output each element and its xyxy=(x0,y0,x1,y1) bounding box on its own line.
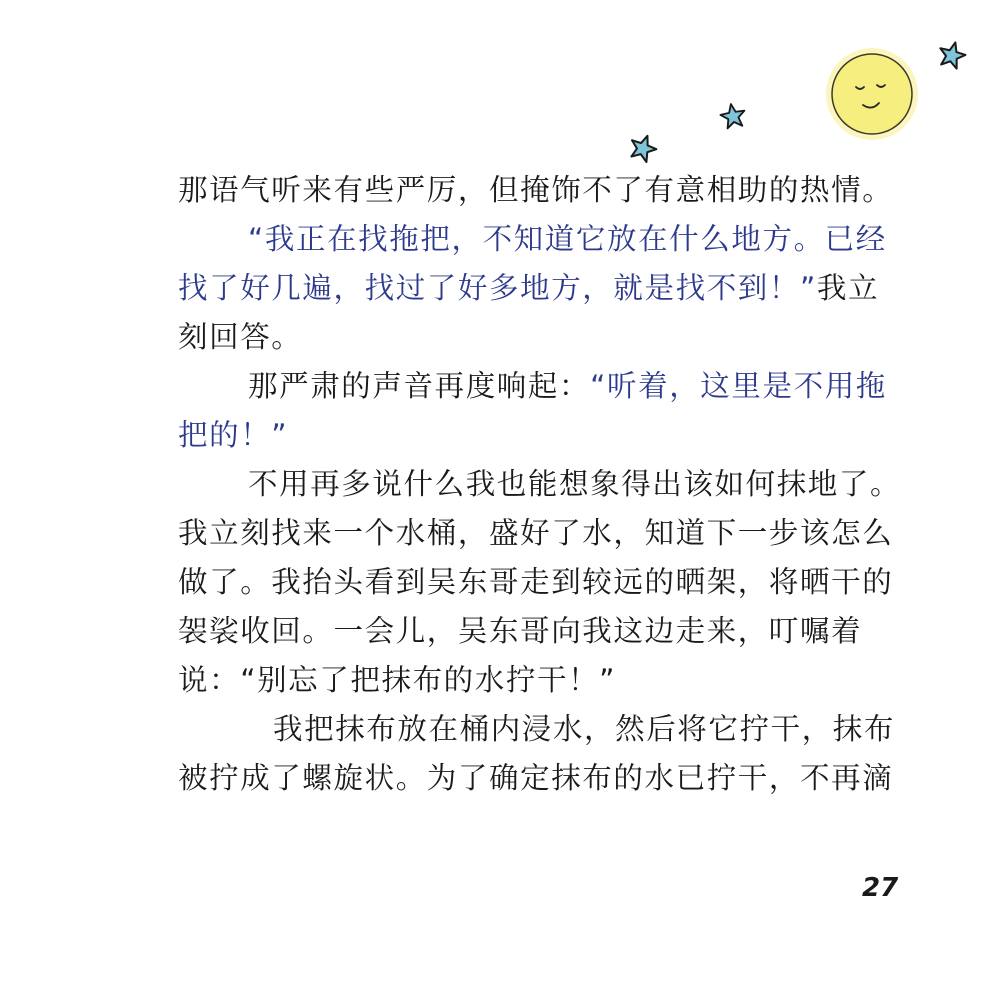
text-line: 刻回答。 xyxy=(178,320,303,354)
dialogue-text: “听着，这里是不用拖 xyxy=(590,369,887,403)
dialogue-text: 找了好几遍，找过了好多地方，就是找不到！” xyxy=(178,271,817,305)
text-line: 我把抹布放在桶内浸水，然后将它拧干，抹布 xyxy=(273,712,896,746)
text-line: 我立刻找来一个水桶，盛好了水，知道下一步该怎么 xyxy=(178,516,894,550)
smiling-moon-icon xyxy=(822,44,922,144)
body-text xyxy=(178,166,902,803)
text-line: 被拧成了螺旋状。为了确定抹布的水已拧干，不再滴 xyxy=(178,761,894,795)
text-line: 说：“别忘了把抹布的水拧干！” xyxy=(178,663,617,697)
dialogue-line: 把的！” xyxy=(178,418,289,452)
text-line: 做了。我抬头看到吴东哥走到较远的晒架，将晒干的 xyxy=(178,565,894,599)
text-line xyxy=(178,264,888,313)
text-line: 不用再多说什么我也能想象得出该如何抹地了。 xyxy=(248,467,902,501)
text-line xyxy=(178,362,888,411)
text-line: 袈裟收回。一会儿，吴东哥向我这边走来，叮嘱着 xyxy=(178,614,863,648)
narration-text: 我立 xyxy=(816,271,880,305)
star-icon xyxy=(628,133,658,163)
narration-text: 那严肃的声音再度响起： xyxy=(248,369,591,403)
dialogue-line: “我正在找拖把，不知道它放在什么地方。已经 xyxy=(248,222,887,256)
star-icon xyxy=(937,40,967,70)
page-number: 27 xyxy=(862,873,899,903)
star-icon xyxy=(719,102,747,130)
text-line: 那语气听来有些严厉，但掩饰不了有意相助的热情。 xyxy=(178,173,894,207)
